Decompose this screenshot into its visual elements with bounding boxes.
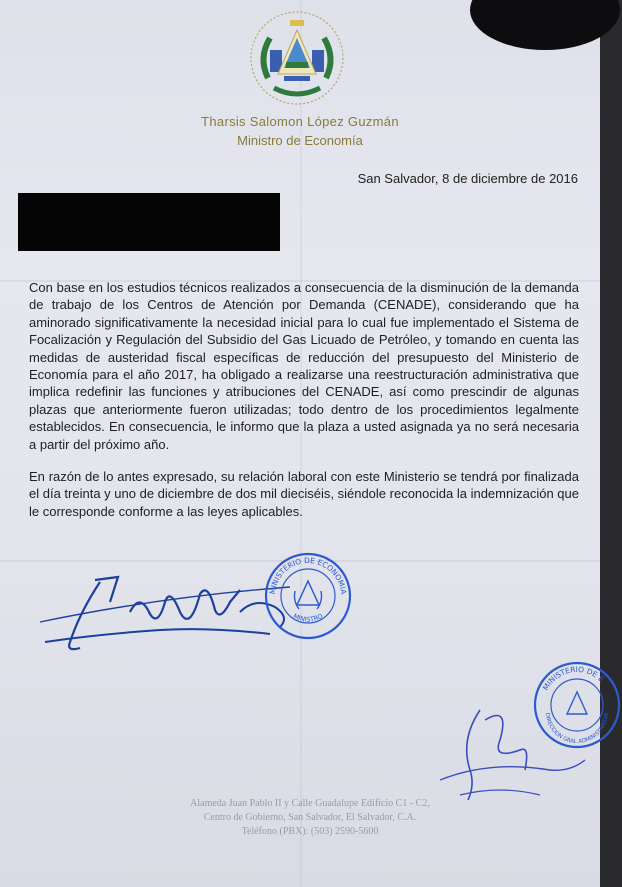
stamp-1-text: MINISTERIO DE ECONOMIA bbox=[267, 555, 349, 595]
letter-date: San Salvador, 8 de diciembre de 2016 bbox=[357, 171, 578, 186]
background-shadow bbox=[470, 0, 620, 50]
minister-name: Tharsis Salomon López Guzmán bbox=[201, 114, 399, 129]
redacted-recipient-block bbox=[18, 193, 280, 251]
stamp-1-bottom: MINISTRO bbox=[291, 611, 325, 624]
stamp-2-bottom: DIRECCION GRAL ADMINISTRATIVA bbox=[543, 712, 611, 746]
el-salvador-coat-of-arms-icon bbox=[248, 8, 346, 108]
minister-title: Ministro de Economía bbox=[237, 133, 363, 148]
svg-text:MINISTERIO DE ECONOMIA bbox=[268, 556, 348, 596]
ministry-seal-stamp bbox=[263, 551, 353, 641]
body-paragraph-1: Con base en los estudios técnicos realizados a consecuencia de la disminución de la demanda de trabajo de los Centros de Atención por Demanda (CENADE), considerando que ha aminorado significativamente la necesidad inicial para lo cual fue implementado el Sistema de Focalización y Regulación del Subsidio del Gas Licuado de Petróleo, y tomando en cuenta las medidas de austeridad fiscal específicas de reducción del presupuesto del Ministerio de Economía para el año 2017, ha obligado a realizarse una reestructuración administrativa que implica redefinir las funciones y atribuciones del CENADE, así como prescindir de algunas plazas que anteriormente fueron utilizadas; todo dentro de los procedimientos legalmente establecidos. En consecuencia, le informo que la plaza a usted asignada ya no será necesaria a partir del próximo año. bbox=[29, 280, 579, 452]
footer-city: Centro de Gobierno, San Salvador, El Salvador, C.A. bbox=[203, 812, 417, 823]
administrative-seal-stamp bbox=[532, 660, 622, 750]
body-paragraph-2: En razón de lo antes expresado, su relación laboral con este Ministerio se tendrá por finalizada el día treinta y uno de diciembre de dos mil dieciséis, siéndole reconocida la indemnización que le corresponde conforme a las leyes aplicables. bbox=[29, 469, 579, 519]
minister-signature bbox=[40, 572, 300, 662]
svg-text:MINISTRO bbox=[292, 612, 324, 624]
footer-phone: Teléfono (PBX): (503) 2590-5600 bbox=[241, 826, 379, 837]
stamp-2-text: MINISTERIO DE E bbox=[541, 664, 606, 692]
footer-address: Alameda Juan Pablo II y Calle Guadalupe Edificio C1 - C2, bbox=[190, 798, 430, 809]
